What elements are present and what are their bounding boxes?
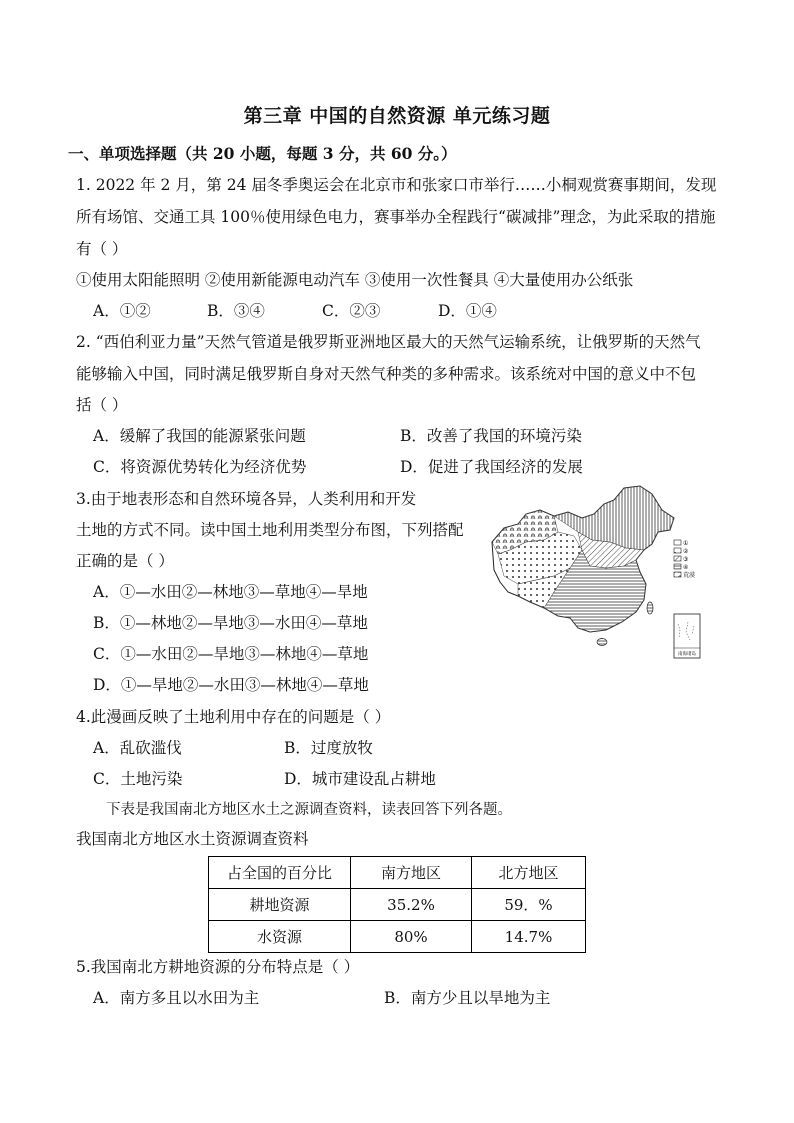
q4-option-b: B．过度放牧: [284, 739, 373, 757]
q1-items: ①使用太阳能照明 ②使用新能源电动汽车 ③使用一次性餐具 ④大量使用办公纸张: [76, 271, 634, 289]
q1-option-a: A．①②: [93, 302, 151, 320]
south-china-sea-inset: [674, 614, 700, 658]
legend-3: ③: [683, 556, 689, 563]
q2-option-a: A．缓解了我国的能源紧张问题: [93, 427, 306, 445]
resource-survey-table: [208, 856, 586, 953]
table-row: [209, 921, 586, 953]
table-cell: 80%: [351, 921, 472, 953]
table-cell: 14.7%: [472, 921, 586, 953]
q2-option-c: C．将资源优势转化为经济优势: [93, 458, 307, 476]
inset-label: 南海诸岛: [678, 652, 696, 657]
map-legend: [674, 540, 695, 579]
table-cell: 35.2%: [351, 889, 472, 921]
table-cell: 耕地资源: [209, 889, 351, 921]
legend-4: ④: [683, 564, 689, 571]
q4-option-c: C．土地污染: [93, 770, 183, 788]
q3-option-a: A．①—水田②—林地③—草地④—旱地: [93, 583, 368, 601]
q3-option-d: D．①—旱地②—水田③—林地④—草地: [93, 676, 369, 694]
q5-option-b: B．南方少且以旱地为主: [384, 989, 551, 1007]
table-cell: 59．%: [472, 889, 586, 921]
table-header-row: [209, 857, 586, 889]
q3-stem-line-2: 土地的方式不同。读中国土地利用类型分布图，下列搭配: [76, 521, 464, 539]
table-cell: 水资源: [209, 921, 351, 953]
legend-desert: 荒漠: [683, 572, 696, 579]
page-title: 第三章 中国的自然资源 单元练习题: [243, 105, 551, 127]
header-cell: 北方地区: [472, 857, 586, 889]
q2-stem-line-3: 括（ ）: [76, 396, 128, 414]
q3-stem-line-3: 正确的是（ ）: [76, 552, 174, 570]
q5-option-a: A．南方多且以水田为主: [93, 989, 260, 1007]
legend-2: ②: [683, 548, 689, 555]
china-land-use-map: [474, 484, 704, 664]
header-cell: 占全国的百分比: [209, 857, 351, 889]
legend-1: ①: [683, 540, 689, 547]
q3-option-c: C．①—水田②—旱地③—林地④—草地: [93, 645, 369, 663]
q1-stem-line-2: 所有场馆、交通工具 100％使用绿色电力，赛事举办全程践行“碳减排”理念，为此采取的措施: [76, 208, 716, 226]
q4-stem: 4.此漫画反映了土地利用中存在的问题是（ ）: [76, 708, 391, 726]
header-cell: 南方地区: [351, 857, 472, 889]
q1-stem-line-3: 有（ ）: [76, 240, 128, 258]
q1-option-c: C．②③: [322, 302, 381, 320]
q2-stem-line-1: 2. “西伯利亚力量”天然气管道是俄罗斯亚洲地区最大的天然气运输系统，让俄罗斯的天然气: [76, 333, 701, 351]
q2-option-d: D．促进了我国经济的发展: [400, 458, 583, 476]
q4-option-d: D．城市建设乱占耕地: [284, 770, 436, 788]
section-heading: 一、单项选择题（共 20 小题，每题 3 分，共 60 分。）: [68, 144, 457, 163]
q1-stem-line-1: 1. 2022 年 2 月，第 24 届冬季奥运会在北京市和张家口市举行……小桐观赏赛事期间，发现: [76, 176, 717, 194]
q3-option-b: B．①—林地②—旱地③—水田④—草地: [93, 614, 368, 632]
table-row: [209, 889, 586, 921]
q5-stem: 5.我国南北方耕地资源的分布特点是（ ）: [76, 958, 360, 976]
table-caption: 我国南北方地区水土资源调查资料: [76, 830, 309, 848]
q3-stem-line-1: 3.由于地表形态和自然环境各异，人类利用和开发: [76, 490, 417, 508]
q2-stem-line-2: 能够输入中国，同时满足俄罗斯自身对天然气种类的多种需求。该系统对中国的意义中不包: [76, 365, 697, 383]
q4-option-a: A．乱砍滥伐: [93, 739, 182, 757]
q1-option-d: D．①④: [438, 302, 497, 320]
table-intro: 下表是我国南北方地区水土之源调查资料，读表回答下列各题。: [106, 802, 512, 818]
q2-option-b: B．改善了我国的环境污染: [400, 427, 582, 445]
q1-option-b: B．③④: [207, 302, 265, 320]
